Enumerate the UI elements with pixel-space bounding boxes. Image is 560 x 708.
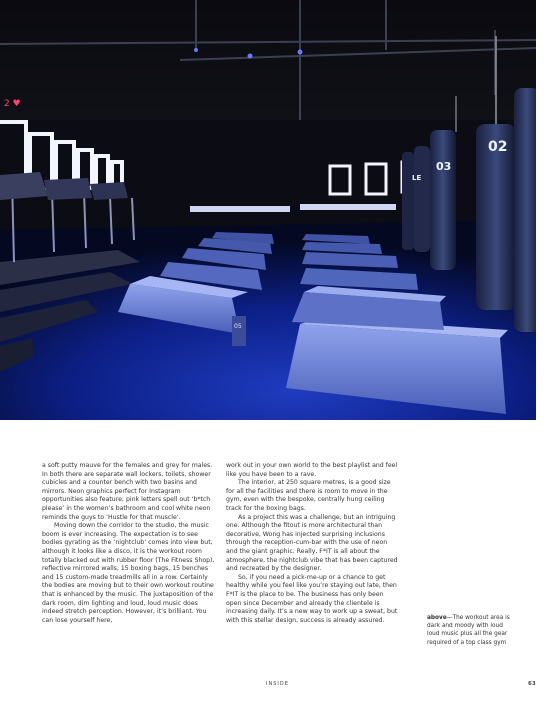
bag-label-02: 02 <box>488 139 508 155</box>
page-number: 63 <box>528 681 536 687</box>
caption-line: required of a top class gym <box>427 639 507 646</box>
paragraph: The interior, at 250 square metres, is a good size for all the facilities and there is room to move in the gym, even with the bespoke, centrally hung ceiling track for the boxing bags. <box>226 479 391 512</box>
paragraph: a soft putty mauve for the females and grey for males. In both there are separate wall lockers, toilets, shower cubicles and a counter bench with two basins and mirrors. Neon graphics perfect for Instagram opportunities also feature; pink letters spell out ‘b*tch please’ in the women’s bathroom and cool white neon reminds the guys to ‘Hustle for that muscle’. <box>42 462 213 521</box>
caption-line: —The workout area is <box>446 615 510 621</box>
caption-line: loud music plus all the gear <box>427 631 508 638</box>
paragraph: work out in your own world to the best playlist and feel like you have been to a rave. <box>226 462 398 478</box>
paragraph: As a project this was a challenge, but an intriguing one. Although the fitout is more architectural than decorative, Wong has injected surprising inclusions through the reception-cum-bar with the use of neon and the giant graphic. Really, F*IT is all about the atmosphere, the nightclub vibe that has been captured and recreated by the designer. <box>226 513 398 573</box>
svg-text:2 ♥: 2 ♥ <box>4 99 21 109</box>
paragraph: So, if you need a pick-me-up or a chance to get healthy while you feel like you’re staying out late, then F*IT is the place to be. The business has only been open since December and already the clientele is increasing daily. It’s a new way to work up a sweat, but with this stellar design, success is already assured. <box>226 573 398 624</box>
caption-line: dark and moody with loud <box>427 623 503 630</box>
photo-caption <box>427 614 536 647</box>
bag-label-03: 03 <box>436 160 452 173</box>
body-column-1 <box>42 462 215 625</box>
body-column-2 <box>226 462 400 625</box>
bench-label: 05 <box>234 323 242 330</box>
caption-lead: above <box>427 615 447 621</box>
magazine-title: INSIDE <box>266 681 289 687</box>
bag-label-le: LE <box>412 174 422 182</box>
paragraph: Moving down the corridor to the studio, the music boom is ever increasing. The expectation is to see bodies gyrating as the ‘nightclub’ comes into view but, although it looks like a disco, it is the workout room totally blacked out with rubber floor (The Fitness Shop), reflective mirrored walls, 15 boxing bags, 15 benches and 15 custom-made treadmills all in a row. Certainly the bodies are moving but to their own workout routine that is enhanced by the music. The juxtaposition of the dark room, dim lighting and loud, loud music does indeed stretch perception. However, it’s brilliant. You can lose yourself here, <box>42 522 215 624</box>
